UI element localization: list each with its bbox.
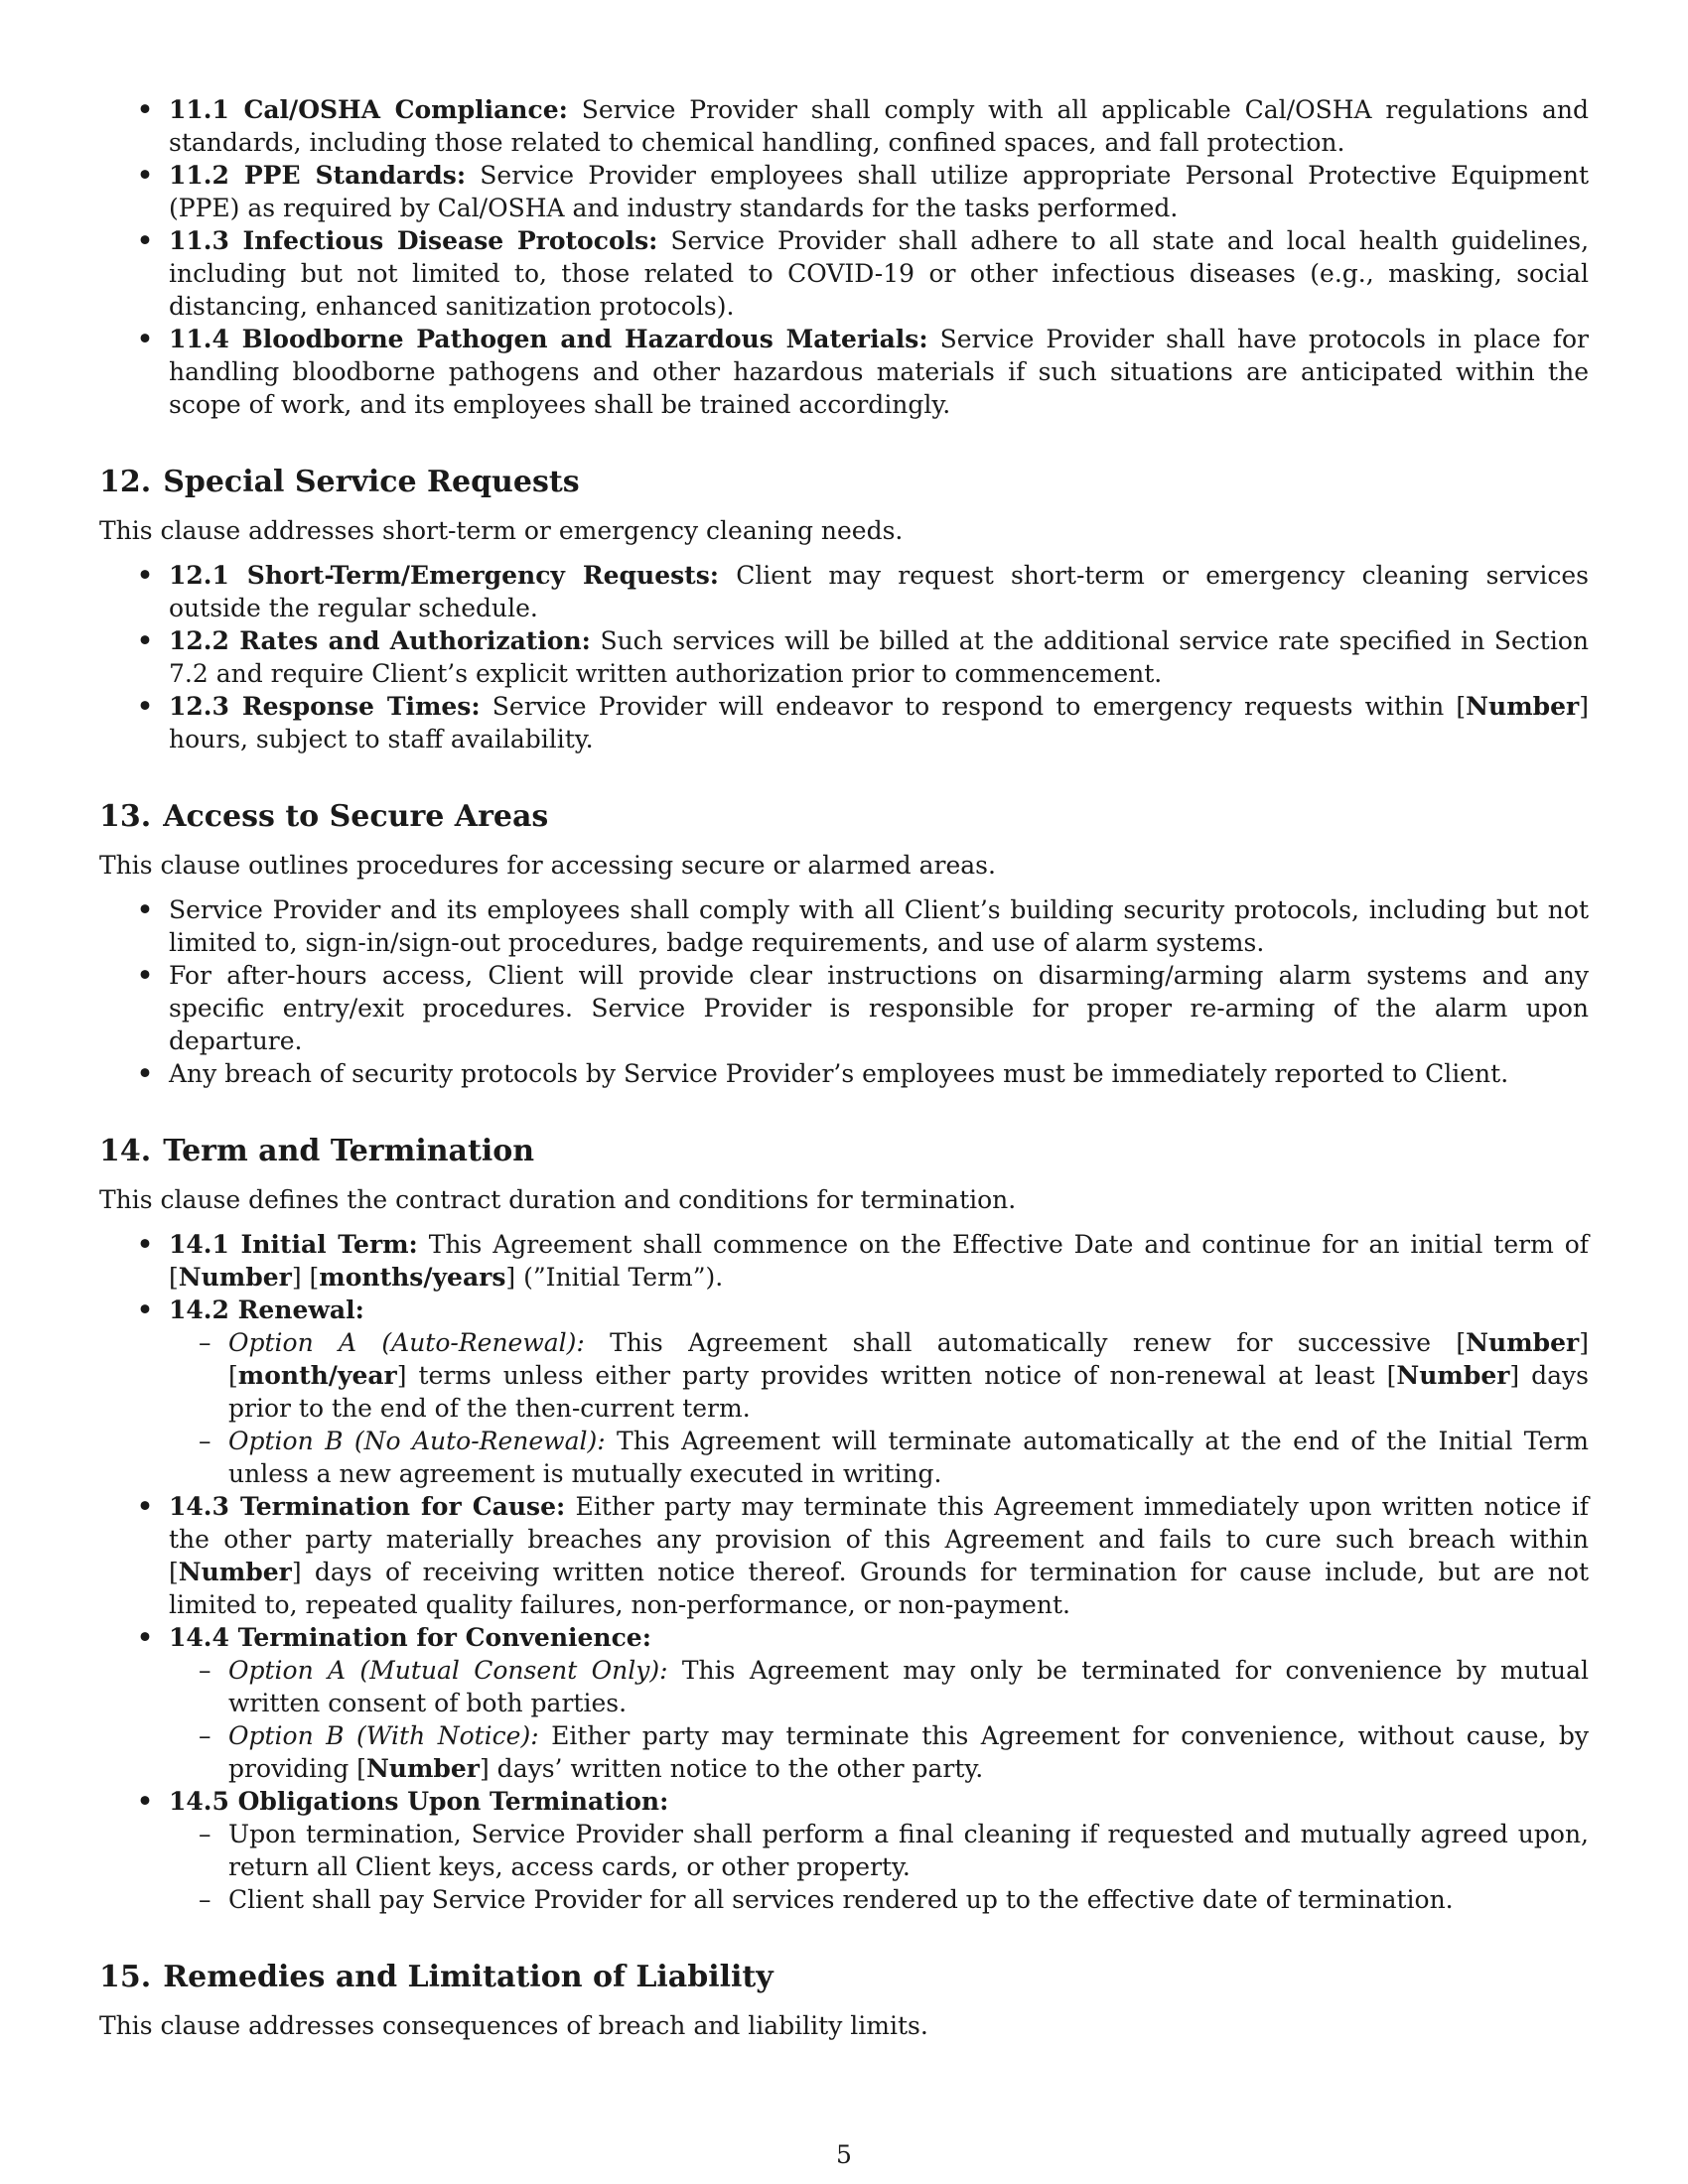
list-item: [99, 1294, 1589, 1490]
section-number: 13.: [99, 799, 152, 834]
section-13: [99, 797, 1589, 1090]
clause-label: 12.2 Rates and Authorization:: [169, 626, 591, 655]
section-intro: This clause defines the contract duration and conditions for termination.: [99, 1185, 1017, 1214]
sub-list-item: [169, 1654, 1589, 1719]
sub-list-item: [169, 1425, 1589, 1490]
list-item: [99, 1621, 1589, 1785]
sub-list-item: [169, 1326, 1589, 1425]
document-page: [99, 93, 1589, 2054]
clause-label: 12.1 Short-Term/Emergency Requests:: [169, 561, 720, 590]
clause-label: 14.1 Initial Term:: [169, 1230, 418, 1259]
list-item: [99, 1228, 1589, 1294]
option-label: Option B (With Notice):: [228, 1721, 539, 1750]
list-item: [99, 93, 1589, 159]
section-14-list: [99, 1228, 1589, 1916]
section-intro: This clause addresses consequences of breach and liability limits.: [99, 2011, 928, 2040]
clause-text: Service Provider shall comply with all applicable Cal/OSHA regulations and standards, including those related to chemical handling, confined spaces, and fall protection.: [169, 95, 1590, 157]
section-title: Term and Termination: [163, 1134, 535, 1168]
placeholder-field: Number: [178, 1263, 292, 1292]
clause-label: 11.4 Bloodborne Pathogen and Hazardous Materials:: [169, 325, 928, 353]
clause-label: 14.5 Obligations Upon Termination:: [169, 1787, 669, 1816]
option-label: Option B (No Auto-Renewal):: [228, 1427, 606, 1455]
section-14: [99, 1132, 1589, 1916]
section-title: Access to Secure Areas: [163, 799, 549, 834]
clause-text: ] [: [291, 1263, 320, 1292]
clause-text: Service Provider shall adhere to all state and local health guidelines, including but not limited to, those related to COVID-19 or other infectious diseases (e.g., masking, social distancing, enhanced sanitization protocols).: [169, 226, 1590, 321]
section-heading: [99, 1958, 1589, 1997]
list-item: [99, 1490, 1589, 1621]
sub-list: [169, 1818, 1589, 1916]
sub-list-item: – Client shall pay Service Provider for all services rendered up to the effective date of termination.: [169, 1883, 1589, 1916]
section-number: 14.: [99, 1134, 152, 1168]
placeholder-field: months/years: [319, 1263, 506, 1292]
clause-text: Such services will be billed at the additional service rate specified in Section 7.2 and require Client’s explicit written authorization prior to commencement.: [169, 626, 1589, 688]
clause-text: ] [: [228, 1328, 1589, 1390]
clause-label: 11.3 Infectious Disease Protocols:: [169, 226, 658, 255]
clause-text: ] days prior to the end of the then-current term.: [228, 1361, 1590, 1423]
section-title: Remedies and Limitation of Liability: [163, 1960, 774, 1994]
clause-text: Service Provider shall have protocols in place for handling bloodborne pathogens and other hazardous materials if such situations are anticipated within the scope of work, and its employees shall be trained accordingly.: [169, 325, 1590, 419]
page-number: 5: [836, 2140, 852, 2169]
section-number: 12.: [99, 465, 152, 499]
section-11-continued: [99, 93, 1589, 421]
list-item: [99, 1785, 1589, 1916]
section-heading: [99, 797, 1589, 837]
section-12-list: [99, 559, 1589, 755]
sub-list: [169, 1654, 1589, 1785]
clause-text: This Agreement will terminate automatically at the end of the Initial Term unless a new agreement is mutually executed in writing.: [228, 1427, 1589, 1488]
sub-list-item: – Upon termination, Service Provider shall perform a final cleaning if requested and mutually agreed upon, return all Client keys, access cards, or other property.: [169, 1818, 1589, 1883]
clause-text: Service Provider will endeavor to respond to emergency requests within [: [492, 692, 1467, 721]
list-item: [99, 224, 1589, 323]
list-item: [99, 323, 1589, 421]
placeholder-field: month/year: [237, 1361, 397, 1390]
option-label: Option A (Mutual Consent Only):: [228, 1656, 668, 1685]
section-intro: This clause outlines procedures for accessing secure or alarmed areas.: [99, 851, 996, 880]
clause-text: ] (”Initial Term”).: [505, 1263, 724, 1292]
clause-text: This Agreement shall automatically renew for successive [: [584, 1328, 1467, 1357]
placeholder-field: Number: [178, 1558, 292, 1586]
placeholder-field: Number: [1466, 692, 1580, 721]
section-15: [99, 1958, 1589, 2042]
section-13-list: [99, 893, 1589, 1090]
clause-text: Either party may terminate this Agreement immediately upon written notice if the other party materially breaches any provision of this Agreement and fails to cure such breach within [: [169, 1492, 1589, 1586]
clause-text: ] hours, subject to staff availability.: [169, 692, 1589, 753]
clause-text: ] days of receiving written notice thereof. Grounds for termination for cause include, but are not limited to, repeated quality failures, non-performance, or non-payment.: [169, 1558, 1589, 1619]
clause-label: 14.4 Termination for Convenience:: [169, 1623, 651, 1652]
list-item: • For after-hours access, Client will provide clear instructions on disarming/arming alarm systems and any specific entry/exit procedures. Service Provider is responsible for proper re-arming of the alarm upon departure.: [99, 959, 1589, 1057]
list-item: [99, 690, 1589, 755]
section-heading: [99, 1132, 1589, 1171]
placeholder-field: Number: [365, 1754, 480, 1783]
section-heading: [99, 463, 1589, 502]
sub-list: [169, 1326, 1589, 1490]
sub-list-item: [169, 1719, 1589, 1785]
clause-label: 11.1 Cal/OSHA Compliance:: [169, 95, 568, 124]
clause-text: ] days’ written notice to the other party.: [479, 1754, 984, 1783]
clause-text: This Agreement may only be terminated for convenience by mutual written consent of both parties.: [228, 1656, 1590, 1717]
clause-label: 11.2 PPE Standards:: [169, 161, 467, 190]
option-label: Option A (Auto-Renewal):: [228, 1328, 585, 1357]
section-number: 15.: [99, 1960, 152, 1994]
list-item: [99, 624, 1589, 690]
clause-text: ] terms unless either party provides written notice of non-renewal at least [: [396, 1361, 1397, 1390]
placeholder-field: Number: [1466, 1328, 1580, 1357]
clause-text: Either party may terminate this Agreement for convenience, without cause, by providing [: [228, 1721, 1590, 1783]
section-title: Special Service Requests: [163, 465, 580, 499]
list-item: • Service Provider and its employees shall comply with all Client’s building security protocols, including but not limited to, sign-in/sign-out procedures, badge requirements, and use of alarm systems.: [99, 893, 1589, 959]
list-item: [99, 559, 1589, 624]
clause-label: 14.2 Renewal:: [169, 1296, 364, 1324]
list-item: • Any breach of security protocols by Service Provider’s employees must be immediately reported to Client.: [99, 1057, 1589, 1090]
clause-label: 12.3 Response Times:: [169, 692, 481, 721]
clause-label: 14.3 Termination for Cause:: [169, 1492, 566, 1521]
clause-text: Client may request short-term or emergency cleaning services outside the regular schedule.: [169, 561, 1589, 622]
placeholder-field: Number: [1396, 1361, 1510, 1390]
section-11-list: [99, 93, 1589, 421]
section-12: [99, 463, 1589, 755]
clause-text: Service Provider employees shall utilize appropriate Personal Protective Equipment (PPE) as required by Cal/OSHA and industry standards for the tasks performed.: [169, 161, 1590, 222]
clause-text: This Agreement shall commence on the Effective Date and continue for an initial term of [: [169, 1230, 1589, 1292]
list-item: [99, 159, 1589, 224]
section-intro: This clause addresses short-term or emergency cleaning needs.: [99, 516, 904, 545]
